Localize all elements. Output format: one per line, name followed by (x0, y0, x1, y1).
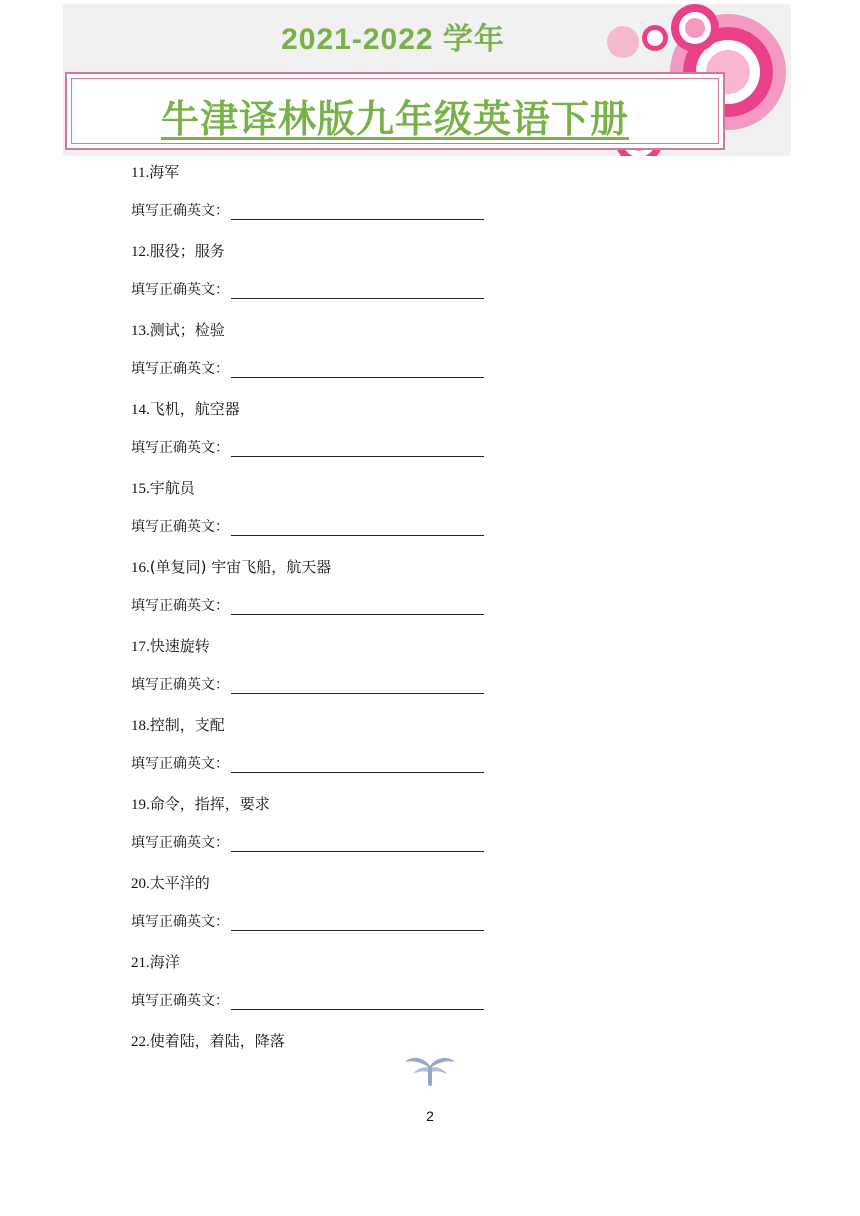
question-number: 14. (131, 402, 150, 418)
title-frame (65, 72, 725, 150)
question-text: 控制，支配 (149, 716, 225, 734)
list-item (131, 476, 731, 555)
vocabulary-list (131, 160, 731, 1108)
header-banner (63, 4, 791, 156)
answer-label: 填写正确英文： (131, 282, 229, 298)
answer-blank[interactable] (231, 278, 484, 299)
question-number: 21. (131, 955, 150, 971)
question-text: 海军 (149, 163, 180, 181)
list-item (131, 160, 731, 239)
answer-label: 填写正确英文： (131, 914, 229, 930)
question-text: 宇航员 (149, 479, 195, 497)
question (131, 476, 195, 501)
answer-row (131, 989, 484, 1013)
question (131, 555, 331, 580)
answer-row (131, 594, 484, 618)
list-item (131, 634, 731, 713)
question (131, 318, 225, 343)
question-text: 使着陆，着陆，降落 (149, 1032, 285, 1050)
question-text: 快速旋转 (149, 637, 210, 655)
question-number: 19. (131, 797, 150, 813)
answer-blank[interactable] (231, 199, 484, 220)
answer-row (131, 752, 484, 776)
question (131, 239, 225, 264)
answer-blank[interactable] (231, 752, 484, 773)
answer-label: 填写正确英文： (131, 598, 229, 614)
answer-label: 填写正确英文： (131, 756, 229, 772)
answer-label: 填写正确英文： (131, 835, 229, 851)
answer-row (131, 515, 484, 539)
answer-blank[interactable] (231, 515, 484, 536)
answer-row (131, 831, 484, 855)
page-number: 2 (426, 1108, 434, 1124)
answer-blank[interactable] (231, 357, 484, 378)
list-item (131, 713, 731, 792)
question (131, 792, 270, 817)
answer-label: 填写正确英文： (131, 993, 229, 1009)
list-item (131, 950, 731, 1029)
answer-label: 填写正确英文： (131, 203, 229, 219)
question-text: (单复同) 宇宙飞船，航天器 (149, 558, 332, 576)
question-text: 服役；服务 (149, 242, 225, 260)
answer-label: 填写正确英文： (131, 519, 229, 535)
question-number: 15. (131, 481, 150, 497)
answer-label: 填写正确英文： (131, 677, 229, 693)
question (131, 1029, 285, 1054)
list-item (131, 318, 731, 397)
question-number: 20. (131, 876, 150, 892)
question (131, 397, 240, 422)
answer-row (131, 199, 484, 223)
question-number: 18. (131, 718, 150, 734)
document-title: 牛津译林版九年级英语下册 (160, 97, 629, 141)
answer-row (131, 436, 484, 460)
question-text: 命令，指挥，要求 (149, 795, 270, 813)
answer-blank[interactable] (231, 594, 484, 615)
answer-blank[interactable] (231, 910, 484, 931)
list-item (131, 397, 731, 476)
answer-row (131, 278, 484, 302)
question-text: 飞机，航空器 (149, 400, 240, 418)
answer-blank[interactable] (231, 831, 484, 852)
question-number: 17. (131, 639, 150, 655)
question-number: 13. (131, 323, 150, 339)
list-item (131, 239, 731, 318)
question-number: 11. (131, 165, 150, 181)
answer-blank[interactable] (231, 436, 484, 457)
list-item (131, 555, 731, 634)
question (131, 160, 179, 185)
answer-row (131, 357, 484, 381)
question (131, 634, 210, 659)
answer-label: 填写正确英文： (131, 361, 229, 377)
answer-blank[interactable] (231, 673, 484, 694)
question-number: 12. (131, 244, 150, 260)
answer-blank[interactable] (231, 989, 484, 1010)
question-text: 太平洋的 (149, 874, 210, 892)
answer-label: 填写正确英文： (131, 440, 229, 456)
question-number: 22. (131, 1034, 150, 1050)
question (131, 950, 180, 975)
question (131, 713, 225, 738)
question (131, 871, 210, 896)
sprout-logo-icon (405, 1052, 455, 1088)
list-item (131, 871, 731, 950)
question-text: 测试；检验 (149, 321, 225, 339)
list-item (131, 792, 731, 871)
question-text: 海洋 (149, 953, 180, 971)
answer-row (131, 673, 484, 697)
answer-row (131, 910, 484, 934)
year-heading: 2021-2022 学年 (281, 23, 505, 56)
question-number: 16. (131, 560, 150, 576)
